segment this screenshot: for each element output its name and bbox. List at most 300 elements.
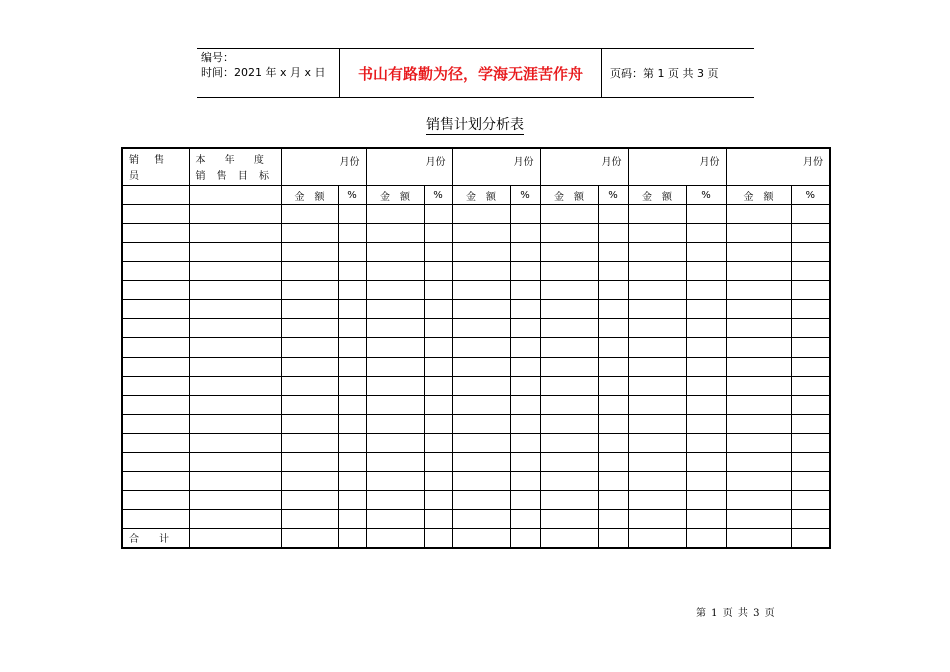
table-cell xyxy=(510,205,540,224)
table-cell xyxy=(424,452,452,471)
table-cell xyxy=(628,262,686,281)
annual-target-line1: 本 年 度 xyxy=(195,155,266,166)
table-cell xyxy=(686,357,726,376)
table-cell xyxy=(791,509,830,528)
table-cell xyxy=(189,528,281,548)
table-cell xyxy=(189,281,281,300)
table-cell xyxy=(366,509,424,528)
salesperson-header: 销 售 员 xyxy=(122,148,189,186)
table-cell xyxy=(281,509,338,528)
table-cell xyxy=(424,262,452,281)
table-cell xyxy=(540,509,598,528)
annual-target-line2: 销 售 目 标 xyxy=(195,171,274,182)
table-cell xyxy=(598,281,628,300)
month-header-6: 月份 xyxy=(726,148,830,186)
table-cell xyxy=(540,338,598,357)
table-cell xyxy=(598,338,628,357)
table-cell xyxy=(281,300,338,319)
table-cell xyxy=(366,224,424,243)
table-cell xyxy=(281,357,338,376)
table-cell xyxy=(424,490,452,509)
table-cell xyxy=(281,224,338,243)
table-cell xyxy=(189,300,281,319)
table-cell xyxy=(424,528,452,548)
table-cell xyxy=(281,471,338,490)
table-cell xyxy=(791,281,830,300)
table-cell xyxy=(366,205,424,224)
table-cell xyxy=(338,281,366,300)
table-cell xyxy=(628,205,686,224)
table-cell xyxy=(726,357,791,376)
table-cell xyxy=(686,224,726,243)
table-cell xyxy=(189,395,281,414)
table-cell xyxy=(598,300,628,319)
header-row-1 xyxy=(122,148,830,186)
amount-header: 金 额 xyxy=(540,186,598,205)
empty-cell xyxy=(189,186,281,205)
table-cell xyxy=(686,300,726,319)
table-cell xyxy=(510,376,540,395)
table-cell xyxy=(628,509,686,528)
table-cell xyxy=(424,471,452,490)
table-cell xyxy=(338,395,366,414)
table-cell xyxy=(726,281,791,300)
table-cell xyxy=(540,395,598,414)
table-cell xyxy=(686,528,726,548)
table-row xyxy=(122,490,830,509)
table-cell xyxy=(598,262,628,281)
table-cell xyxy=(366,319,424,338)
table-cell xyxy=(791,243,830,262)
table-cell xyxy=(189,471,281,490)
table-cell xyxy=(791,414,830,433)
table-cell xyxy=(791,262,830,281)
table-cell xyxy=(510,224,540,243)
table-cell xyxy=(540,357,598,376)
table-cell xyxy=(338,528,366,548)
table-cell xyxy=(338,433,366,452)
table-cell xyxy=(452,281,510,300)
month-header-1: 月份 xyxy=(281,148,366,186)
table-cell xyxy=(189,319,281,338)
header-meta xyxy=(197,49,339,97)
table-cell xyxy=(424,319,452,338)
table-cell xyxy=(366,528,424,548)
table-cell xyxy=(686,338,726,357)
table-cell xyxy=(791,395,830,414)
table-cell xyxy=(686,205,726,224)
table-cell xyxy=(510,509,540,528)
amount-header: 金 额 xyxy=(452,186,510,205)
table-cell xyxy=(366,376,424,395)
table-cell xyxy=(366,262,424,281)
table-cell xyxy=(122,452,189,471)
table-cell xyxy=(686,490,726,509)
table-cell xyxy=(122,395,189,414)
table-row xyxy=(122,376,830,395)
table-cell xyxy=(424,376,452,395)
table-cell xyxy=(424,338,452,357)
table-cell xyxy=(686,433,726,452)
table-cell xyxy=(189,490,281,509)
table-cell xyxy=(598,319,628,338)
table-cell xyxy=(628,243,686,262)
amount-header: 金 额 xyxy=(628,186,686,205)
table-cell xyxy=(686,471,726,490)
table-cell xyxy=(540,205,598,224)
table-cell xyxy=(726,509,791,528)
table-cell xyxy=(791,357,830,376)
table-cell xyxy=(424,281,452,300)
table-cell xyxy=(598,528,628,548)
total-row xyxy=(122,528,830,548)
table-cell xyxy=(281,376,338,395)
total-label: 合 计 xyxy=(122,528,189,548)
table-cell xyxy=(598,243,628,262)
table-cell xyxy=(726,243,791,262)
table-cell xyxy=(338,224,366,243)
table-cell xyxy=(366,433,424,452)
table-cell xyxy=(122,471,189,490)
table-cell xyxy=(452,376,510,395)
table-cell xyxy=(628,319,686,338)
table-cell xyxy=(726,433,791,452)
table-row xyxy=(122,205,830,224)
number-label: 编号： xyxy=(201,51,234,64)
percent-header: % xyxy=(338,186,366,205)
table-cell xyxy=(338,471,366,490)
table-cell xyxy=(452,433,510,452)
table-row xyxy=(122,414,830,433)
month-header-4: 月份 xyxy=(540,148,628,186)
motto: 书山有路勤为径，学海无涯苦作舟 xyxy=(339,49,602,97)
table-cell xyxy=(452,300,510,319)
table-cell xyxy=(628,376,686,395)
table-cell xyxy=(510,357,540,376)
table-cell xyxy=(726,224,791,243)
table-cell xyxy=(189,433,281,452)
table-cell xyxy=(281,433,338,452)
table-cell xyxy=(452,528,510,548)
table-cell xyxy=(424,509,452,528)
page-code: 页码：第 1 页 共 3 页 xyxy=(610,67,719,80)
table-cell xyxy=(366,300,424,319)
table-row xyxy=(122,433,830,452)
table-cell xyxy=(338,490,366,509)
table-cell xyxy=(189,224,281,243)
table-cell xyxy=(540,490,598,509)
header-row-2 xyxy=(122,186,830,205)
table-cell xyxy=(189,262,281,281)
table-cell xyxy=(726,262,791,281)
table-cell xyxy=(598,224,628,243)
table-cell xyxy=(424,224,452,243)
table-cell xyxy=(452,262,510,281)
table-cell xyxy=(540,471,598,490)
table-cell xyxy=(366,357,424,376)
table-row xyxy=(122,395,830,414)
table-cell xyxy=(628,414,686,433)
table-cell xyxy=(452,205,510,224)
table-row xyxy=(122,224,830,243)
table-cell xyxy=(726,528,791,548)
table-cell xyxy=(452,357,510,376)
month-header-2: 月份 xyxy=(366,148,452,186)
table-cell xyxy=(726,376,791,395)
table-cell xyxy=(122,433,189,452)
table-cell xyxy=(726,490,791,509)
table-cell xyxy=(189,376,281,395)
table-cell xyxy=(686,452,726,471)
percent-header: % xyxy=(686,186,726,205)
percent-header: % xyxy=(510,186,540,205)
table-cell xyxy=(510,281,540,300)
table-cell xyxy=(791,205,830,224)
table-cell xyxy=(424,357,452,376)
table-cell xyxy=(726,319,791,338)
table-cell xyxy=(791,338,830,357)
table-cell xyxy=(281,262,338,281)
table-cell xyxy=(686,509,726,528)
table-cell xyxy=(686,262,726,281)
table-row xyxy=(122,281,830,300)
table-cell xyxy=(338,414,366,433)
table-cell xyxy=(726,300,791,319)
table-cell xyxy=(510,414,540,433)
table-row xyxy=(122,262,830,281)
page-title-text: 销售计划分析表 xyxy=(426,117,524,133)
table-row xyxy=(122,452,830,471)
table-cell xyxy=(338,452,366,471)
table-cell xyxy=(726,414,791,433)
table-cell xyxy=(686,243,726,262)
table-cell xyxy=(686,376,726,395)
table-cell xyxy=(726,395,791,414)
table-cell xyxy=(686,395,726,414)
table-cell xyxy=(338,338,366,357)
page-footer: 第 1 页 共 3 页 xyxy=(696,608,776,619)
time-label: 时间：2021 年 x 月 x 日 xyxy=(201,66,326,79)
table-cell xyxy=(540,243,598,262)
table-cell xyxy=(628,490,686,509)
table-cell xyxy=(338,243,366,262)
table-cell xyxy=(189,205,281,224)
table-row xyxy=(122,319,830,338)
table-cell xyxy=(281,338,338,357)
table-cell xyxy=(424,395,452,414)
table-row xyxy=(122,243,830,262)
table-cell xyxy=(189,414,281,433)
table-cell xyxy=(366,243,424,262)
table-cell xyxy=(338,509,366,528)
table-cell xyxy=(510,395,540,414)
table-cell xyxy=(598,414,628,433)
table-cell xyxy=(726,452,791,471)
table-cell xyxy=(281,490,338,509)
table-cell xyxy=(686,414,726,433)
table-cell xyxy=(338,376,366,395)
table-cell xyxy=(366,281,424,300)
table-cell xyxy=(598,433,628,452)
table-cell xyxy=(540,414,598,433)
table-cell xyxy=(510,319,540,338)
table-cell xyxy=(452,243,510,262)
table-cell xyxy=(452,509,510,528)
table-cell xyxy=(540,300,598,319)
percent-header: % xyxy=(424,186,452,205)
month-header-3: 月份 xyxy=(452,148,540,186)
table-cell xyxy=(726,338,791,357)
table-cell xyxy=(791,452,830,471)
table-cell xyxy=(189,243,281,262)
amount-header: 金 额 xyxy=(281,186,338,205)
table-cell xyxy=(510,243,540,262)
table-cell xyxy=(510,528,540,548)
table-cell xyxy=(598,357,628,376)
document-header xyxy=(197,48,754,98)
table-cell xyxy=(122,319,189,338)
table-cell xyxy=(189,357,281,376)
table-cell xyxy=(598,452,628,471)
percent-header: % xyxy=(791,186,830,205)
table-cell xyxy=(540,528,598,548)
table-cell xyxy=(452,338,510,357)
month-header-5: 月份 xyxy=(628,148,726,186)
table-cell xyxy=(338,300,366,319)
table-cell xyxy=(791,528,830,548)
table-cell xyxy=(189,338,281,357)
table-cell xyxy=(628,357,686,376)
table-cell xyxy=(510,262,540,281)
table-cell xyxy=(122,376,189,395)
table-cell xyxy=(791,376,830,395)
table-cell xyxy=(452,319,510,338)
table-cell xyxy=(510,338,540,357)
table-cell xyxy=(791,300,830,319)
table-cell xyxy=(452,471,510,490)
table-cell xyxy=(424,300,452,319)
table-cell xyxy=(122,414,189,433)
table-cell xyxy=(189,509,281,528)
table-row xyxy=(122,338,830,357)
table-cell xyxy=(540,224,598,243)
table-cell xyxy=(338,319,366,338)
table-cell xyxy=(598,395,628,414)
table-cell xyxy=(791,471,830,490)
table-cell xyxy=(281,243,338,262)
table-cell xyxy=(281,205,338,224)
table-cell xyxy=(281,319,338,338)
table-cell xyxy=(122,300,189,319)
percent-header: % xyxy=(598,186,628,205)
table-cell xyxy=(338,262,366,281)
table-cell xyxy=(628,281,686,300)
table-cell xyxy=(122,224,189,243)
table-cell xyxy=(598,490,628,509)
table-cell xyxy=(540,433,598,452)
table-cell xyxy=(452,452,510,471)
table-cell xyxy=(598,376,628,395)
table-cell xyxy=(122,243,189,262)
table-cell xyxy=(366,414,424,433)
table-cell xyxy=(598,471,628,490)
table-row xyxy=(122,471,830,490)
table-cell xyxy=(122,357,189,376)
table-cell xyxy=(628,395,686,414)
table-cell xyxy=(281,414,338,433)
empty-cell xyxy=(122,186,189,205)
table-cell xyxy=(510,300,540,319)
table-cell xyxy=(338,205,366,224)
table-row xyxy=(122,300,830,319)
table-cell xyxy=(424,414,452,433)
table-cell xyxy=(628,338,686,357)
table-cell xyxy=(686,319,726,338)
amount-header: 金 额 xyxy=(726,186,791,205)
table-cell xyxy=(726,471,791,490)
page-title xyxy=(0,114,950,134)
table-cell xyxy=(122,205,189,224)
table-cell xyxy=(122,490,189,509)
table-cell xyxy=(281,395,338,414)
table-cell xyxy=(791,319,830,338)
table-cell xyxy=(540,319,598,338)
table-cell xyxy=(122,509,189,528)
table-cell xyxy=(424,433,452,452)
table-cell xyxy=(122,281,189,300)
table-cell xyxy=(452,414,510,433)
table-cell xyxy=(540,376,598,395)
table-cell xyxy=(791,490,830,509)
table-cell xyxy=(452,224,510,243)
table-cell xyxy=(726,205,791,224)
table-cell xyxy=(628,224,686,243)
table-cell xyxy=(598,509,628,528)
sales-plan-table xyxy=(121,147,831,549)
table-cell xyxy=(281,528,338,548)
table-cell xyxy=(281,452,338,471)
table-cell xyxy=(189,452,281,471)
table-cell xyxy=(424,205,452,224)
table-cell xyxy=(628,433,686,452)
table-cell xyxy=(628,300,686,319)
table-cell xyxy=(281,281,338,300)
amount-header: 金 额 xyxy=(366,186,424,205)
table-cell xyxy=(510,490,540,509)
annual-target-header xyxy=(189,148,281,186)
table-cell xyxy=(540,452,598,471)
table-cell xyxy=(122,262,189,281)
table-cell xyxy=(338,357,366,376)
table-cell xyxy=(791,224,830,243)
table-row xyxy=(122,357,830,376)
table-cell xyxy=(510,452,540,471)
table-cell xyxy=(366,338,424,357)
table-cell xyxy=(366,452,424,471)
table-cell xyxy=(510,433,540,452)
table-cell xyxy=(366,471,424,490)
table-cell xyxy=(510,471,540,490)
table-row xyxy=(122,509,830,528)
table-cell xyxy=(598,205,628,224)
table-cell xyxy=(366,490,424,509)
table-cell xyxy=(686,281,726,300)
table-cell xyxy=(791,433,830,452)
table-cell xyxy=(540,281,598,300)
table-cell xyxy=(424,243,452,262)
table-cell xyxy=(452,490,510,509)
table-cell xyxy=(628,528,686,548)
